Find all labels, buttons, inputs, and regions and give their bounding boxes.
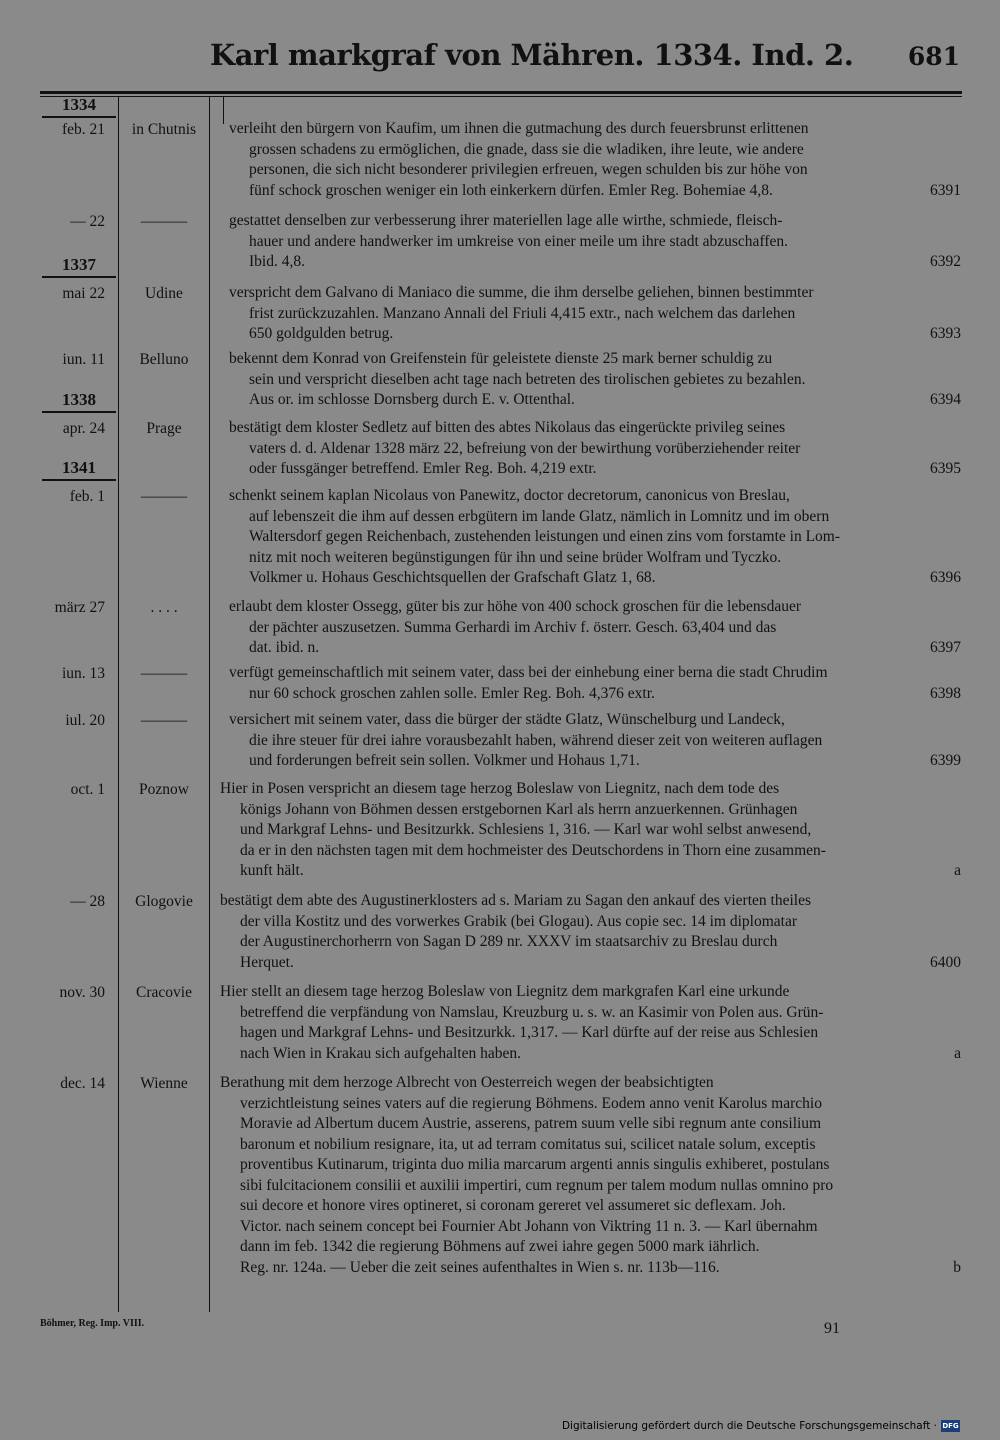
text-line: verleiht den bürgern von Kaufim, um ihnen die gutmachung des durch feuersbrunst erlittenen xyxy=(229,120,809,137)
year-underline xyxy=(42,479,116,481)
regest-number: 6393 xyxy=(930,325,961,342)
running-title: Karl markgraf von Mähren. 1334. Ind. 2. xyxy=(210,38,854,72)
text-line: Waltersdorf gegen Reichenbach, zustehenden leistungen und einen zins vom forstamte in Lom- xyxy=(249,528,841,545)
text-line: die ihre steuer für drei iahre vorausbezahlt haben, während dieser zeit von weiteren auflagen xyxy=(249,731,823,749)
text-line: hagen und Markgraf Lehns- und Besitzurkk. 1,317. — Karl dürfte auf der reise aus Schlesien xyxy=(240,1024,819,1041)
text-line: Hier in Posen verspricht an diesem tage herzog Boleslaw von Liegnitz, nach dem tode des xyxy=(220,780,780,797)
regest-number: 6399 xyxy=(930,752,961,769)
entry-text xyxy=(229,211,961,273)
entry-date: iun. 13 xyxy=(61,665,105,682)
entry-date: feb. 1 xyxy=(69,488,105,505)
text-line: Volkmer u. Hohaus Geschichtsquellen der Grafschaft Glatz 1, 68. xyxy=(249,569,656,586)
text-line: Berathung mit dem herzoge Albrecht von Oesterreich wegen der beabsichtigten xyxy=(220,1074,714,1091)
year-underline xyxy=(42,411,116,413)
entry-date: iun. 11 xyxy=(62,351,105,368)
text-line: Reg. nr. 124a. — Ueber die zeit seines aufenthaltes in Wien s. nr. 113b—116. xyxy=(240,1258,720,1276)
text-line: bestätigt dem abte des Augustinerklosters ad s. Mariam zu Sagan den ankauf des vierten theiles xyxy=(220,892,811,909)
column-divider-date xyxy=(118,96,119,1312)
text-line: da er in den nächsten tagen mit dem hochmeister des Deutschordens in Thorn eine zusammen- xyxy=(240,841,826,859)
text-line: verspricht dem Galvano di Maniaco die summe, die ihm derselbe geliehen, binnen bestimmter xyxy=(229,284,814,301)
entry-place: ——— xyxy=(140,213,188,230)
entry-date: märz 27 xyxy=(54,599,105,616)
entry-date: dec. 14 xyxy=(60,1075,105,1092)
sheet-signature: 91 xyxy=(824,1320,840,1337)
text-line: Hier stellt an diesem tage herzog Boleslaw von Liegnitz dem markgrafen Karl eine urkunde xyxy=(220,983,790,1000)
entry-date: — 28 xyxy=(70,893,105,910)
text-line: erlaubt dem kloster Ossegg, güter bis zur höhe von 400 schock groschen für die lebensdauer xyxy=(229,598,802,615)
text-line: königs Johann von Böhmen dessen erstgebornen Karl als herrn anzuerkennen. Grünhagen xyxy=(240,800,798,818)
entry-text xyxy=(220,982,961,1064)
entry-date: mai 22 xyxy=(62,285,105,302)
text-line: verzichtleistung seines vaters auf die regierung Böhmens. Eodem anno venit Karolus marchio xyxy=(240,1094,822,1112)
year-underline xyxy=(42,276,116,278)
year-underline xyxy=(42,116,116,118)
regest-number: 6394 xyxy=(930,391,961,408)
regest-number: 6391 xyxy=(930,181,961,199)
entry-text xyxy=(229,486,961,589)
text-line: gestattet denselben zur verbesserung ihrer materiellen lage alle wirthe, schmiede, fleisch- xyxy=(229,212,783,229)
entry-place: ——— xyxy=(140,665,188,682)
text-line: bestätigt dem kloster Sedletz auf bitten des abtes Nikolaus das eingerückte privileg seines xyxy=(229,419,786,436)
regest-number: 6396 xyxy=(930,569,961,586)
entry-place: Prage xyxy=(146,420,182,437)
entry-text xyxy=(229,119,961,201)
text-line: fünf schock groschen weniger ein loth einkerkern dürfen. Emler Reg. Bohemiae 4,8. xyxy=(249,181,773,199)
entry-text xyxy=(220,779,961,882)
entry-place: Wienne xyxy=(140,1075,188,1092)
text-line: vaters d. d. Aldenar 1328 märz 22, befreiung von der bewirthung vorüberziehender reiter xyxy=(249,439,801,457)
entry-place: Udine xyxy=(145,285,183,302)
entry-place: ——— xyxy=(140,488,188,505)
regest-number: 6397 xyxy=(930,639,961,656)
regest-number: b xyxy=(953,1258,961,1276)
entry-date: nov. 30 xyxy=(59,984,105,1001)
text-line: sui decore et honore vires optineret, si coronam gereret vel assumeret sic deflexam. Joh. xyxy=(240,1197,786,1214)
year-heading: 1337 xyxy=(62,255,96,274)
text-line: versichert mit seinem vater, dass die bürger der städte Glatz, Wünschelburg und Landeck, xyxy=(229,711,785,728)
text-line: Ibid. 4,8. xyxy=(249,253,305,270)
dfg-logo: DFG xyxy=(942,1422,959,1430)
text-line: und Markgraf Lehns- und Besitzurkk. Schlesiens 1, 316. — Karl war wohl selbst anwesend, xyxy=(240,821,812,838)
text-line: sibi fulcitacionem consilii et auxilii impertiri, cum regnum per talem modum nullas omnino pro xyxy=(240,1176,834,1194)
text-line: auf lebenszeit die ihm auf dessen erbgütern im lande Glatz, nämlich in Lomnitz und im obern xyxy=(249,507,830,525)
text-line: nitz mit noch weiteren begünstigungen für ihn und seine brüder Wolfram und Tyczko. xyxy=(249,548,782,566)
entry-text xyxy=(229,597,961,659)
entry-text xyxy=(220,891,961,973)
text-line: frist zurückzuzahlen. Manzano Annali del Friuli 4,415 extr., nach welchem das darlehen xyxy=(249,304,796,322)
text-line: nur 60 schock groschen zahlen solle. Emler Reg. Boh. 4,376 extr. xyxy=(249,684,655,702)
text-line: bekennt dem Konrad von Greifenstein für geleistete dienste 25 mark berner schuldig zu xyxy=(229,350,773,367)
entry-text xyxy=(229,710,961,772)
entry-date: — 22 xyxy=(70,213,105,230)
entry-date: oct. 1 xyxy=(70,781,105,798)
entry-date: feb. 21 xyxy=(61,121,105,138)
regest-number: 6392 xyxy=(930,253,961,270)
digitization-credit xyxy=(562,1418,960,1434)
entry-date: apr. 24 xyxy=(62,420,105,437)
entry-text xyxy=(229,418,961,480)
column-divider-place xyxy=(209,96,210,1312)
text-line: grossen schadens zu ermöglichen, die gnade, dass sie die wladiken, ihre leute, wie andere xyxy=(249,140,804,158)
footer-source: Böhmer, Reg. Imp. VIII. xyxy=(40,1318,145,1329)
text-line: und forderungen befreit sein sollen. Volkmer und Hohaus 1,71. xyxy=(249,752,640,769)
regest-number: 6398 xyxy=(930,684,961,702)
text-line: der pächter auszusetzen. Summa Gerhardi im Archiv f. österr. Gesch. 63,404 und das xyxy=(249,618,777,636)
header-rule-thin xyxy=(40,96,962,97)
regest-number: a xyxy=(954,862,961,879)
entry-place: Belluno xyxy=(139,351,189,368)
entry-place: in Chutnis xyxy=(131,121,197,138)
entry-text xyxy=(220,1073,961,1278)
text-line: oder fussgänger betreffend. Emler Reg. Boh. 4,219 extr. xyxy=(249,460,597,477)
credit-text: Digitalisierung gefördert durch die Deutsche Forschungsgemeinschaft · xyxy=(561,1420,937,1432)
entry-place: Poznow xyxy=(139,781,189,798)
regest-number: a xyxy=(954,1044,961,1062)
text-line: der Augustinerchorherrn von Sagan D 289 nr. XXXV im staatsarchiv zu Breslau durch xyxy=(240,933,778,950)
entry-place: Glogovie xyxy=(135,893,193,910)
entry-place: . . . . xyxy=(150,599,178,616)
text-line: personen, die sich nicht besonderer privilegien erfreuen, wegen schulden bis zur höhe von xyxy=(249,161,808,178)
text-line: Herquet. xyxy=(240,953,294,971)
column-divider-text-stub xyxy=(223,96,224,124)
text-line: schenkt seinem kaplan Nicolaus von Panewitz, doctor decretorum, canonicus von Breslau, xyxy=(229,487,790,504)
entry-date: iul. 20 xyxy=(65,712,105,729)
text-line: baronum et nobilium resignare, ita, ut ad terram comitatus sui, scilicet natale solum, exceptis xyxy=(240,1135,816,1153)
regest-number: 6400 xyxy=(930,953,961,971)
text-line: nach Wien in Krakau sich aufgehalten haben. xyxy=(240,1044,521,1062)
text-line: Aus or. im schlosse Dornsberg durch E. v. Ottenthal. xyxy=(249,391,575,408)
entry-text xyxy=(229,663,961,704)
year-heading: 1334 xyxy=(62,95,96,114)
page-header xyxy=(40,38,962,88)
text-line: sein und verspricht dieselben acht tage nach betreten des tirolischen gebietes zu bezahlen. xyxy=(249,370,806,388)
text-line: betreffend die verpfändung von Namslau, Kreuzburg u. s. w. an Kasimir von Polen aus. Grün- xyxy=(240,1003,824,1021)
text-line: Victor. nach seinem concept bei Fournier Abt Johann von Viktring 11 n. 3. — Karl übernahm xyxy=(240,1217,818,1235)
header-rule-thick xyxy=(40,91,962,94)
text-line: kunft hält. xyxy=(240,862,304,879)
year-heading: 1341 xyxy=(62,458,96,477)
text-line: dann im feb. 1342 die regierung Böhmens auf zwei iahre gegen 5000 mark iährlich. xyxy=(240,1238,760,1255)
text-line: dat. ibid. n. xyxy=(249,639,320,656)
entry-place: Cracovie xyxy=(136,984,192,1001)
text-line: verfügt gemeinschaftlich mit seinem vater, dass bei der einhebung einer berna die stadt Chrudim xyxy=(229,664,828,681)
text-line: hauer und andere handwerker im umkreise von einer meile um ihre stadt abzuschaffen. xyxy=(249,232,788,250)
text-line: 650 goldgulden betrug. xyxy=(249,325,394,342)
entry-text xyxy=(229,283,961,345)
text-line: proventibus Kutinarum, triginta duo milia marcarum argenti annis singulis exhiberet, postulans xyxy=(240,1156,830,1173)
regest-number: 6395 xyxy=(930,460,961,477)
year-heading: 1338 xyxy=(62,390,96,409)
entry-text xyxy=(229,349,961,411)
text-line: Moravie ad Albertum ducem Austrie, asserens, patrem suum velle sibi regnum ante consilium xyxy=(240,1115,822,1132)
text-line: der villa Kostitz und des vorwerkes Grabik (bei Glogau). Aus copie sec. 14 im diplomatar xyxy=(240,912,798,930)
entry-place: ——— xyxy=(140,712,188,729)
page-number: 681 xyxy=(907,42,960,71)
